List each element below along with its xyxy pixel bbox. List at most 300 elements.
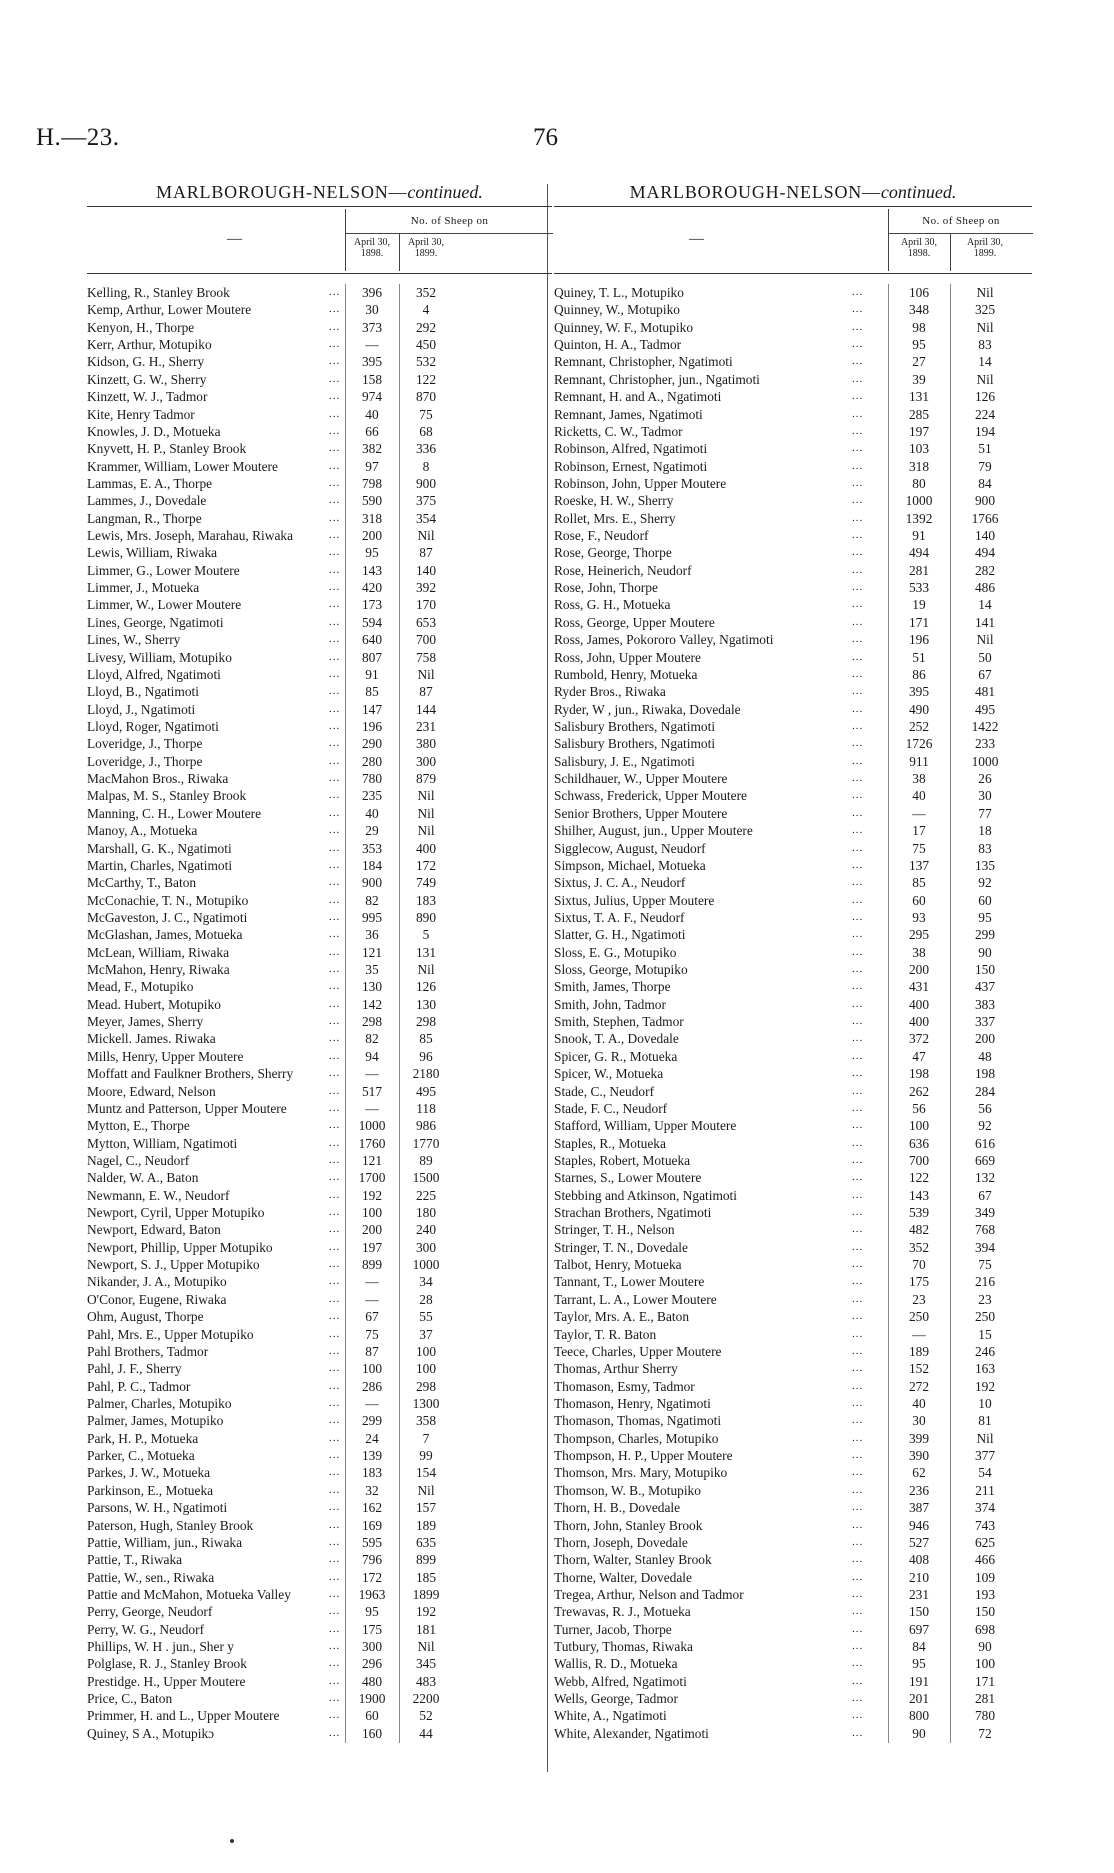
owner-name: Robinson, Alfred, Ngatimoti — [554, 441, 708, 457]
print-speck — [230, 1839, 234, 1843]
table-row — [87, 1655, 552, 1672]
owner-name: Lloyd, J., Ngatimoti — [87, 701, 196, 717]
sheep-1898-value: 482 — [908, 1222, 930, 1238]
sheep-1898-value: 911 — [909, 753, 929, 769]
leader-dots: ... — [852, 459, 864, 472]
owner-name: McLean, William, Riwaka — [87, 944, 230, 960]
owner-name: Thomason, Thomas, Ngatimoti — [554, 1413, 722, 1429]
owner-name: Ross, James, Pokororo Valley, Ngatimoti — [554, 632, 774, 648]
sheep-1899-value: 37 — [419, 1326, 433, 1342]
sheep-1899-value: 55 — [419, 1309, 433, 1325]
leader-dots: ... — [852, 1344, 864, 1357]
leader-dots: ... — [329, 1344, 341, 1357]
owner-name: Knowles, J. D., Motueka — [87, 423, 221, 439]
table-row — [554, 1221, 1032, 1238]
sheep-1898-value: 480 — [361, 1673, 383, 1689]
sheep-1899-value: 72 — [978, 1725, 992, 1741]
owner-name: Lines, George, Ngatimoti — [87, 614, 224, 630]
owner-name: Lewis, Mrs. Joseph, Marahau, Riwaka — [87, 528, 294, 544]
leader-dots: ... — [852, 893, 864, 906]
table-row — [87, 1239, 552, 1256]
owner-name: Mickell. James. Riwaka — [87, 1031, 216, 1047]
table-row — [554, 1378, 1032, 1395]
table-row — [87, 1013, 552, 1030]
leader-dots: ... — [852, 1605, 864, 1618]
table-row — [554, 353, 1032, 370]
table-row — [87, 805, 552, 822]
column-title: MARLBOROUGH-NELSON—continued. — [156, 182, 483, 202]
leader-dots: ... — [329, 893, 341, 906]
owner-name: Prestidge. H., Upper Moutere — [87, 1673, 246, 1689]
table-row — [554, 840, 1032, 857]
sheep-1899-value: 144 — [415, 701, 437, 717]
table-row — [87, 1291, 552, 1308]
sheep-1898-value: 29 — [365, 823, 379, 839]
table-row — [554, 1395, 1032, 1412]
table-row — [87, 996, 552, 1013]
leader-dots: ... — [852, 754, 864, 767]
sheep-1898-value: — — [365, 1396, 379, 1411]
name-column-dash: — — [227, 231, 242, 247]
sheep-1898-value: 636 — [908, 1135, 930, 1151]
leader-dots: ... — [329, 320, 341, 333]
table-row — [87, 1725, 552, 1742]
owner-name: Kinzett, W. J., Tadmor — [87, 389, 208, 405]
sheep-1898-value: 296 — [361, 1656, 383, 1672]
sheep-1898-value: 40 — [912, 788, 926, 804]
sheep-1898-value: 1700 — [358, 1170, 386, 1186]
sheep-1898-value: — — [365, 1274, 379, 1290]
name-column-dash: — — [689, 231, 704, 247]
owner-name: Parker, C., Motueka — [87, 1448, 195, 1464]
leader-dots: ... — [852, 1483, 864, 1496]
sheep-1899-value: 1422 — [971, 718, 999, 734]
owner-name: Pahl Brothers, Tadmor — [87, 1343, 209, 1359]
table-row — [554, 1013, 1032, 1030]
owner-name: Rollet, Mrs. E., Sherry — [554, 510, 676, 526]
sheep-1898-value: 400 — [908, 996, 930, 1012]
table-row — [554, 735, 1032, 752]
sheep-1899-value: 392 — [415, 580, 437, 596]
sheep-1899-value: 163 — [974, 1361, 996, 1377]
leader-dots: ... — [852, 685, 864, 698]
sheep-1899-value: 1000 — [412, 1257, 440, 1273]
owner-name: Tarrant, L. A., Lower Moutere — [554, 1291, 717, 1307]
sheep-1898-value: 23 — [912, 1291, 926, 1307]
sheep-1898-value: 200 — [908, 962, 930, 978]
table-row — [554, 822, 1032, 839]
table-row — [554, 562, 1032, 579]
leader-dots: ... — [852, 424, 864, 437]
table-row — [87, 1135, 552, 1152]
leader-dots: ... — [852, 963, 864, 976]
leader-dots: ... — [329, 1553, 341, 1566]
leader-dots: ... — [852, 1153, 864, 1166]
owner-name: Moffatt and Faulkner Brothers, Sherry — [87, 1066, 294, 1082]
leader-dots: ... — [329, 459, 341, 472]
sheep-1898-value: 137 — [908, 857, 930, 873]
leader-dots: ... — [329, 1049, 341, 1062]
leader-dots: ... — [329, 1657, 341, 1670]
table-row — [554, 1725, 1032, 1742]
owner-name: McGlashan, James, Motueka — [87, 927, 243, 943]
table-row — [554, 388, 1032, 405]
sheep-1898-value: 183 — [361, 1465, 383, 1481]
leader-dots: ... — [329, 1535, 341, 1548]
leader-dots: ... — [852, 1553, 864, 1566]
owner-name: Tregea, Arthur, Nelson and Tadmor — [554, 1586, 744, 1602]
table-row — [554, 1621, 1032, 1638]
sheep-1899-value: 81 — [978, 1413, 992, 1429]
owner-name: Primmer, H. and L., Upper Moutere — [87, 1708, 280, 1724]
table-row — [87, 631, 552, 648]
table-row — [554, 909, 1032, 926]
owner-name: Ohm, August, Thorpe — [87, 1309, 204, 1325]
leader-dots: ... — [852, 1258, 864, 1271]
owner-name: Sloss, George, Motupiko — [554, 962, 688, 978]
table-row — [554, 718, 1032, 735]
owner-name: Stringer, T. N., Dovedale — [554, 1239, 688, 1255]
leader-dots: ... — [329, 563, 341, 576]
sheep-1899-value: 337 — [974, 1014, 996, 1030]
table-row — [87, 1117, 552, 1134]
sheep-1898-value: 1726 — [905, 736, 933, 752]
owner-name: Senior Brothers, Upper Moutere — [554, 805, 728, 821]
sheep-1899-value: 336 — [415, 441, 437, 457]
leader-dots: ... — [852, 1275, 864, 1288]
leader-dots: ... — [852, 1362, 864, 1375]
leader-dots: ... — [329, 1101, 341, 1114]
leader-dots: ... — [329, 1640, 341, 1653]
sheep-1899-value: 100 — [974, 1656, 996, 1672]
sheep-1899-value: 95 — [978, 909, 992, 925]
table-row — [87, 718, 552, 735]
table-row — [554, 1083, 1032, 1100]
leader-dots: ... — [329, 806, 341, 819]
sheep-1899-value: Nil — [976, 319, 994, 335]
table-header — [87, 206, 552, 274]
sheep-1898-value: 160 — [361, 1725, 383, 1741]
table-row — [554, 319, 1032, 336]
table-row — [554, 892, 1032, 909]
leader-dots: ... — [852, 910, 864, 923]
sheep-1898-value: 290 — [361, 736, 383, 752]
sheep-1899-value: 150 — [974, 962, 996, 978]
sheep-1898-value: 210 — [908, 1569, 930, 1585]
leader-dots: ... — [852, 1726, 864, 1739]
owner-name: Muntz and Patterson, Upper Moutere — [87, 1100, 287, 1116]
leader-dots: ... — [852, 407, 864, 420]
table-row — [87, 1169, 552, 1186]
leader-dots: ... — [329, 772, 341, 785]
sheep-1898-value: 189 — [908, 1343, 930, 1359]
leader-dots: ... — [852, 581, 864, 594]
sheep-1899-value: 225 — [415, 1187, 437, 1203]
leader-dots: ... — [329, 1153, 341, 1166]
owner-name: Mills, Henry, Upper Moutere — [87, 1048, 244, 1064]
sheep-1898-value: 56 — [912, 1100, 926, 1116]
table-row — [87, 822, 552, 839]
leader-dots: ... — [329, 858, 341, 871]
table-row — [87, 371, 552, 388]
sheep-1899-value: 345 — [415, 1656, 437, 1672]
owner-name: Shilher, August, jun., Upper Moutere — [554, 823, 753, 839]
table-row — [554, 874, 1032, 891]
sheep-1898-value: 121 — [361, 944, 383, 960]
sheep-1899-value: 109 — [974, 1569, 996, 1585]
sheep-1899-value: 899 — [415, 1552, 437, 1568]
table-row — [554, 1326, 1032, 1343]
sheep-1899-value: 90 — [978, 1639, 992, 1655]
leader-dots: ... — [852, 737, 864, 750]
sheep-1899-value: Nil — [417, 962, 435, 978]
sheep-1898-value: 131 — [908, 389, 930, 405]
sheep-1899-value: 437 — [974, 979, 996, 995]
sheep-1898-value: 97 — [365, 458, 379, 474]
table-row — [87, 1065, 552, 1082]
sheep-1899-value: 189 — [415, 1517, 437, 1533]
sheep-1899-value: 698 — [974, 1621, 996, 1637]
leader-dots: ... — [329, 1605, 341, 1618]
leader-dots: ... — [329, 494, 341, 507]
sheep-1898-value: 196 — [908, 632, 930, 648]
leader-dots: ... — [329, 372, 341, 385]
table-row — [554, 961, 1032, 978]
leader-dots: ... — [852, 1015, 864, 1028]
sheep-1899-value: 986 — [415, 1118, 437, 1134]
leader-dots: ... — [329, 1501, 341, 1514]
sheep-1898-value: 796 — [361, 1552, 383, 1568]
sheep-1898-value: 106 — [908, 285, 930, 300]
sheep-1899-value: 198 — [974, 1066, 996, 1082]
sheep-1899-value: 1500 — [412, 1170, 440, 1186]
owner-name: Staples, Robert, Motueka — [554, 1152, 691, 1168]
owner-name: Pahl, P. C., Tadmor — [87, 1378, 191, 1394]
sheep-1899-value: 358 — [415, 1413, 437, 1429]
leader-dots: ... — [852, 1292, 864, 1305]
table-row — [554, 701, 1032, 718]
sheep-1898-value: 184 — [361, 857, 383, 873]
table-row — [554, 406, 1032, 423]
table-row — [87, 336, 552, 353]
leader-dots: ... — [852, 928, 864, 941]
table-row — [554, 1499, 1032, 1516]
table-row — [87, 527, 552, 544]
sheep-1899-value: 26 — [978, 771, 992, 787]
sheep-1899-value: 299 — [974, 927, 996, 943]
sheep-1898-value: 147 — [361, 701, 383, 717]
leader-dots: ... — [329, 286, 341, 298]
leader-dots: ... — [329, 1466, 341, 1479]
sheep-1899-value: 14 — [978, 354, 992, 370]
leader-dots: ... — [852, 1674, 864, 1687]
leader-dots: ... — [329, 1397, 341, 1409]
table-row — [87, 1603, 552, 1620]
sheep-1898-value: 201 — [908, 1691, 930, 1707]
owner-name: Remnant, H. and A., Ngatimoti — [554, 389, 722, 405]
sheep-1898-value: 175 — [908, 1274, 930, 1290]
sheep-1899-value: 34 — [419, 1274, 433, 1290]
sheep-1899-value: 68 — [419, 423, 433, 439]
sheep-1898-value: 798 — [361, 475, 383, 491]
sheep-1898-value: 1900 — [358, 1691, 386, 1707]
sheep-1899-value: 1770 — [412, 1135, 440, 1151]
sheep-1899-value: 743 — [974, 1517, 996, 1533]
owner-name: Rose, John, Thorpe — [554, 580, 658, 596]
leader-dots: ... — [852, 858, 864, 871]
sheep-1899-value: 150 — [974, 1604, 996, 1620]
leader-dots: ... — [852, 529, 864, 542]
table-row — [87, 1690, 552, 1707]
leader-dots: ... — [329, 424, 341, 437]
sheep-1898-value: 93 — [912, 909, 926, 925]
owner-name: Quinney, W., Motupiko — [554, 302, 680, 318]
column-rule — [345, 284, 346, 1743]
sheep-1898-value: 169 — [361, 1517, 383, 1533]
leader-dots: ... — [329, 685, 341, 698]
table-row — [554, 1030, 1032, 1047]
sheep-1899-value: Nil — [417, 823, 435, 839]
sheep-1898-value: 143 — [908, 1187, 930, 1203]
sheep-1899-value: 83 — [978, 337, 992, 353]
table-row — [554, 1569, 1032, 1586]
leader-dots: ... — [852, 1640, 864, 1653]
leader-dots: ... — [329, 1674, 341, 1687]
leader-dots: ... — [852, 615, 864, 628]
sheep-1898-value: 95 — [912, 1656, 926, 1672]
sheep-1899-value: 90 — [978, 944, 992, 960]
sheep-1899-value: 87 — [419, 684, 433, 700]
sheep-1898-value: 90 — [912, 1725, 926, 1741]
leader-dots: ... — [852, 1136, 864, 1149]
table-row — [87, 1100, 552, 1117]
sheep-1899-value: 354 — [415, 510, 437, 526]
sheep-1899-value: 300 — [415, 753, 437, 769]
leader-dots: ... — [329, 529, 341, 542]
table-row — [554, 1065, 1032, 1082]
sheep-1898-value: 82 — [365, 1031, 379, 1047]
leader-dots: ... — [329, 355, 341, 368]
sheep-1899-value: 292 — [415, 319, 437, 335]
sheep-1898-value: 396 — [361, 285, 383, 300]
sheep-1899-value: 377 — [974, 1448, 996, 1464]
leader-dots: ... — [852, 563, 864, 576]
sheep-on-header: No. of Sheep on — [888, 209, 1033, 234]
leader-dots: ... — [329, 1015, 341, 1028]
sheep-1899-value: 44 — [419, 1725, 433, 1741]
owner-name: Remnant, Christopher, Ngatimoti — [554, 354, 733, 370]
leader-dots: ... — [329, 1310, 341, 1323]
sheep-1899-value: 157 — [415, 1500, 437, 1516]
leader-dots: ... — [852, 1587, 864, 1600]
sheep-1899-value: 481 — [974, 684, 996, 700]
table-row — [554, 1100, 1032, 1117]
table-row — [87, 1048, 552, 1065]
owner-name: Malpas, M. S., Stanley Brook — [87, 788, 247, 804]
owner-name: Langman, R., Thorpe — [87, 510, 202, 526]
table-row — [554, 1482, 1032, 1499]
leader-dots: ... — [852, 824, 864, 837]
table-row — [554, 1412, 1032, 1429]
sheep-1898-value: 35 — [365, 962, 379, 978]
table-row — [554, 1517, 1032, 1534]
sheep-1899-value: 92 — [978, 875, 992, 891]
sheep-1899-value: 486 — [974, 580, 996, 596]
leader-dots: ... — [329, 1206, 341, 1219]
sheep-1899-value: 126 — [974, 389, 996, 405]
sheep-1898-value: — — [365, 337, 379, 353]
table-row — [554, 787, 1032, 804]
sheep-1898-value: 1392 — [905, 510, 933, 526]
sheep-1898-value: 27 — [912, 354, 926, 370]
sheep-1898-value: 298 — [361, 1014, 383, 1030]
leader-dots: ... — [329, 303, 341, 316]
table-row — [554, 527, 1032, 544]
sheep-1899-value: 75 — [419, 406, 433, 422]
owner-name: Lewis, William, Riwaka — [87, 545, 218, 561]
sheep-1899-value: 99 — [419, 1448, 433, 1464]
leader-dots: ... — [852, 1206, 864, 1219]
owner-name: Stade, F. C., Neudorf — [554, 1100, 668, 1116]
leader-dots: ... — [329, 598, 341, 611]
sheep-1898-value: 87 — [365, 1343, 379, 1359]
sheep-1898-value: 200 — [361, 1222, 383, 1238]
leader-dots: ... — [852, 1032, 864, 1045]
leader-dots: ... — [852, 1188, 864, 1201]
leader-dots: ... — [329, 1275, 341, 1288]
owner-name: Manning, C. H., Lower Moutere — [87, 805, 262, 821]
sheep-1898-value: 299 — [361, 1413, 383, 1429]
sheep-1899-value: 77 — [978, 805, 992, 821]
owner-name: Taylor, Mrs. A. E., Baton — [554, 1309, 690, 1325]
sheep-1898-value: 235 — [361, 788, 383, 804]
sheep-1899-value: 181 — [415, 1621, 437, 1637]
leader-dots: ... — [852, 702, 864, 715]
sheep-1898-value: 382 — [361, 441, 383, 457]
leader-dots: ... — [852, 1327, 864, 1340]
table-row — [554, 1117, 1032, 1134]
sheep-1898-value: 152 — [908, 1361, 930, 1377]
owner-name: Spicer, W., Motueka — [554, 1066, 664, 1082]
owner-name: Parkes, J. W., Motueka — [87, 1465, 211, 1481]
owner-name: Quiney, S A., Motupikɔ — [87, 1725, 215, 1741]
owner-name: Price, C., Baton — [87, 1691, 173, 1707]
owner-name: Thorne, Walter, Dovedale — [554, 1569, 692, 1585]
table-row — [554, 926, 1032, 943]
sheep-1899-value: 87 — [419, 545, 433, 561]
sheep-1899-value: 15 — [978, 1326, 992, 1342]
owner-name: Palmer, Charles, Motupiko — [87, 1396, 232, 1411]
table-row — [87, 1430, 552, 1447]
owner-name: Pattie, T., Riwaka — [87, 1552, 183, 1568]
table-row — [554, 614, 1032, 631]
owner-name: Schildhauer, W., Upper Moutere — [554, 771, 728, 787]
sheep-1899-value: 768 — [974, 1222, 996, 1238]
leader-dots: ... — [852, 1709, 864, 1722]
sheep-1899-value: 298 — [415, 1378, 437, 1394]
table-row — [554, 944, 1032, 961]
owner-name: Stringer, T. H., Nelson — [554, 1222, 675, 1238]
table-row — [554, 1586, 1032, 1603]
table-row — [554, 631, 1032, 648]
owner-name: Nagel, C., Neudorf — [87, 1152, 190, 1168]
table-row — [87, 1326, 552, 1343]
owner-name: Limmer, J., Motueka — [87, 580, 200, 596]
sheep-1898-value: 594 — [361, 614, 383, 630]
sheep-1899-value: 192 — [415, 1604, 437, 1620]
sheep-1899-value: 349 — [974, 1205, 996, 1221]
owner-name: Thorn, Walter, Stanley Brook — [554, 1552, 712, 1568]
